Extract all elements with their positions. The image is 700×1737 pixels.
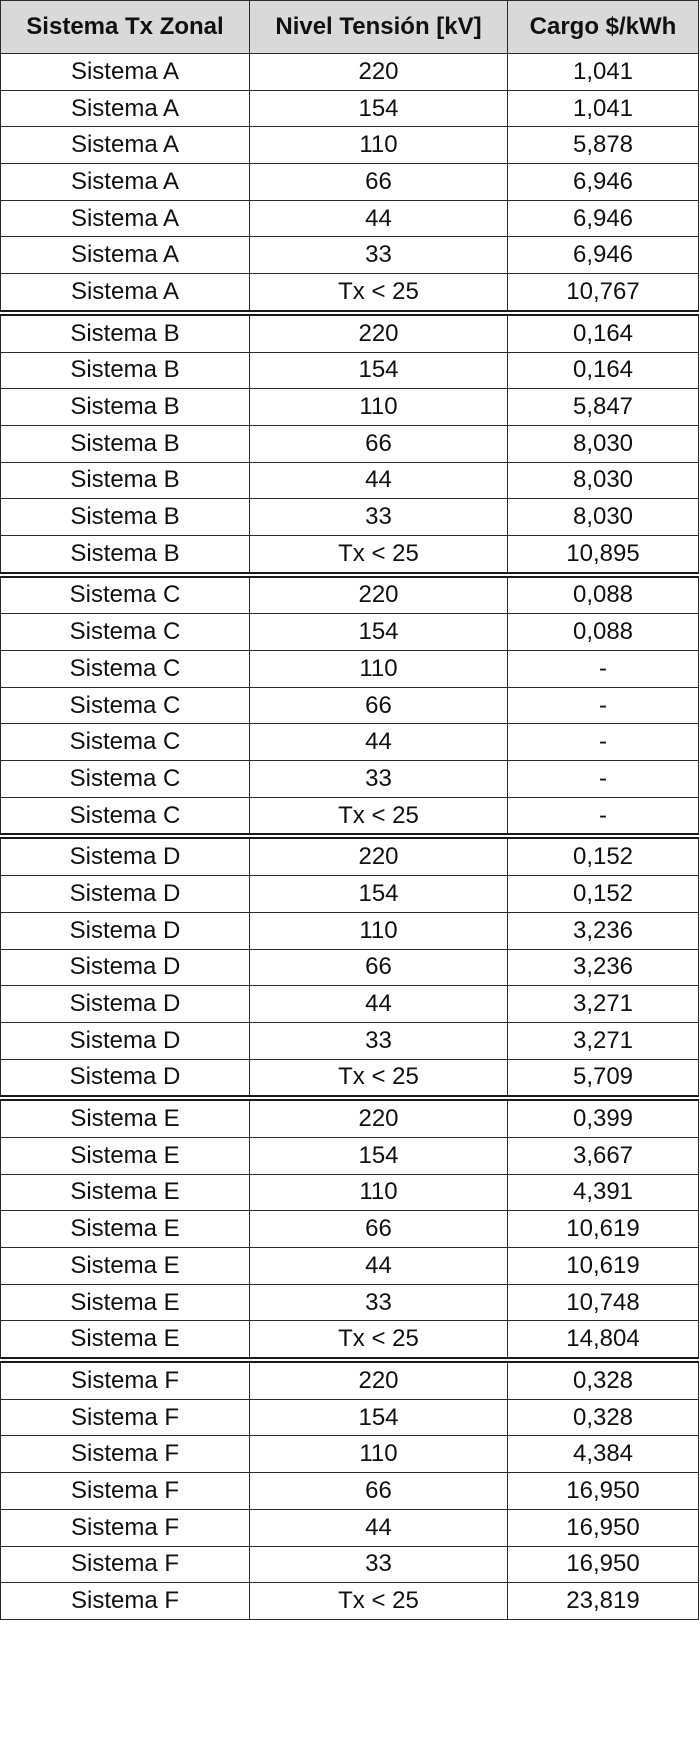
cargo-cell: 10,767: [508, 274, 699, 313]
cargo-cell: 14,804: [508, 1321, 699, 1360]
sistema-cell: Sistema F: [1, 1546, 250, 1583]
sistema-cell: Sistema E: [1, 1211, 250, 1248]
cargo-cell: 4,384: [508, 1436, 699, 1473]
nivel-tension-cell: 33: [250, 1546, 508, 1583]
nivel-tension-cell: 154: [250, 352, 508, 389]
cargo-cell: 8,030: [508, 462, 699, 499]
nivel-tension-cell: Tx < 25: [250, 1059, 508, 1098]
sistema-cell: Sistema F: [1, 1360, 250, 1399]
sistema-cell: Sistema F: [1, 1509, 250, 1546]
cargo-cell: 3,271: [508, 986, 699, 1023]
cargo-cell: 10,895: [508, 535, 699, 574]
sistema-cell: Sistema C: [1, 575, 250, 614]
cargo-cell: 0,399: [508, 1098, 699, 1137]
table-row: [1, 313, 699, 352]
cargo-cell: 16,950: [508, 1546, 699, 1583]
cargo-cell: 5,709: [508, 1059, 699, 1098]
table-row: [1, 876, 699, 913]
nivel-tension-cell: 66: [250, 1211, 508, 1248]
table-row: [1, 1473, 699, 1510]
cargo-cell: -: [508, 687, 699, 724]
header-row: [1, 1, 699, 54]
sistema-cell: Sistema D: [1, 912, 250, 949]
sistema-cell: Sistema F: [1, 1583, 250, 1620]
nivel-tension-cell: 154: [250, 1137, 508, 1174]
sistema-cell: Sistema A: [1, 200, 250, 237]
cargo-cell: 0,152: [508, 876, 699, 913]
nivel-tension-cell: Tx < 25: [250, 1321, 508, 1360]
table-row: [1, 274, 699, 313]
sistema-cell: Sistema B: [1, 389, 250, 426]
table-row: [1, 127, 699, 164]
sistema-cell: Sistema B: [1, 352, 250, 389]
nivel-tension-cell: 220: [250, 1360, 508, 1399]
sistema-cell: Sistema F: [1, 1436, 250, 1473]
nivel-tension-cell: 110: [250, 127, 508, 164]
sistema-cell: Sistema E: [1, 1174, 250, 1211]
nivel-tension-cell: 66: [250, 949, 508, 986]
cargo-cell: 16,950: [508, 1509, 699, 1546]
cargo-cell: 1,041: [508, 54, 699, 91]
sistema-cell: Sistema D: [1, 876, 250, 913]
table-row: [1, 54, 699, 91]
table-row: [1, 1248, 699, 1285]
sistema-cell: Sistema C: [1, 651, 250, 688]
cargo-cell: 5,878: [508, 127, 699, 164]
nivel-tension-cell: 154: [250, 1399, 508, 1436]
table-row: [1, 1509, 699, 1546]
table-row: [1, 535, 699, 574]
table-row: [1, 462, 699, 499]
nivel-tension-cell: Tx < 25: [250, 535, 508, 574]
table-header: [1, 1, 699, 54]
nivel-tension-cell: 44: [250, 986, 508, 1023]
cargo-cell: 23,819: [508, 1583, 699, 1620]
table-row: [1, 836, 699, 875]
sistema-cell: Sistema E: [1, 1098, 250, 1137]
table-row: [1, 90, 699, 127]
table-row: [1, 912, 699, 949]
table-row: [1, 164, 699, 201]
table-row: [1, 1284, 699, 1321]
nivel-tension-cell: 33: [250, 237, 508, 274]
nivel-tension-cell: 154: [250, 876, 508, 913]
nivel-tension-cell: 154: [250, 90, 508, 127]
table-row: [1, 1546, 699, 1583]
table-row: [1, 614, 699, 651]
nivel-tension-cell: Tx < 25: [250, 1583, 508, 1620]
nivel-tension-cell: 44: [250, 1248, 508, 1285]
nivel-tension-cell: 110: [250, 1174, 508, 1211]
cargo-cell: -: [508, 651, 699, 688]
table-row: [1, 425, 699, 462]
nivel-tension-cell: Tx < 25: [250, 274, 508, 313]
sistema-cell: Sistema C: [1, 687, 250, 724]
cargo-cell: 3,667: [508, 1137, 699, 1174]
cargo-cell: 6,946: [508, 164, 699, 201]
nivel-tension-cell: 66: [250, 164, 508, 201]
sistema-cell: Sistema F: [1, 1473, 250, 1510]
header-sistema: Sistema Tx Zonal: [1, 1, 250, 54]
sistema-cell: Sistema E: [1, 1248, 250, 1285]
nivel-tension-cell: 110: [250, 651, 508, 688]
table-row: [1, 724, 699, 761]
sistema-cell: Sistema B: [1, 499, 250, 536]
table-row: [1, 1360, 699, 1399]
table-row: [1, 389, 699, 426]
cargo-cell: 0,328: [508, 1360, 699, 1399]
nivel-tension-cell: 33: [250, 1022, 508, 1059]
cargo-cell: 10,748: [508, 1284, 699, 1321]
sistema-cell: Sistema B: [1, 313, 250, 352]
table-row: [1, 986, 699, 1023]
cargo-cell: 8,030: [508, 499, 699, 536]
table-row: [1, 352, 699, 389]
nivel-tension-cell: 66: [250, 1473, 508, 1510]
header-cargo: Cargo $/kWh: [508, 1, 699, 54]
nivel-tension-cell: Tx < 25: [250, 797, 508, 836]
nivel-tension-cell: 33: [250, 761, 508, 798]
nivel-tension-cell: 110: [250, 912, 508, 949]
sistema-cell: Sistema D: [1, 986, 250, 1023]
sistema-cell: Sistema A: [1, 54, 250, 91]
sistema-cell: Sistema B: [1, 462, 250, 499]
table-row: [1, 1098, 699, 1137]
cargo-cell: 3,236: [508, 912, 699, 949]
sistema-cell: Sistema F: [1, 1399, 250, 1436]
cargo-cell: 3,271: [508, 1022, 699, 1059]
nivel-tension-cell: 44: [250, 724, 508, 761]
nivel-tension-cell: 220: [250, 313, 508, 352]
cargo-cell: 0,164: [508, 313, 699, 352]
table-row: [1, 651, 699, 688]
cargo-cell: 4,391: [508, 1174, 699, 1211]
nivel-tension-cell: 44: [250, 1509, 508, 1546]
table-body: [1, 54, 699, 1620]
table-row: [1, 1436, 699, 1473]
nivel-tension-cell: 110: [250, 389, 508, 426]
nivel-tension-cell: 220: [250, 54, 508, 91]
cargo-cell: 0,152: [508, 836, 699, 875]
nivel-tension-cell: 220: [250, 1098, 508, 1137]
table-row: [1, 797, 699, 836]
table-row: [1, 687, 699, 724]
cargo-cell: 5,847: [508, 389, 699, 426]
sistema-cell: Sistema D: [1, 949, 250, 986]
nivel-tension-cell: 66: [250, 687, 508, 724]
table-row: [1, 575, 699, 614]
sistema-cell: Sistema D: [1, 1022, 250, 1059]
sistema-cell: Sistema A: [1, 274, 250, 313]
table-row: [1, 1059, 699, 1098]
nivel-tension-cell: 33: [250, 1284, 508, 1321]
table-row: [1, 1583, 699, 1620]
table-row: [1, 1174, 699, 1211]
nivel-tension-cell: 220: [250, 575, 508, 614]
nivel-tension-cell: 44: [250, 200, 508, 237]
sistema-cell: Sistema E: [1, 1321, 250, 1360]
sistema-cell: Sistema C: [1, 614, 250, 651]
table-row: [1, 1137, 699, 1174]
sistema-cell: Sistema D: [1, 836, 250, 875]
sistema-cell: Sistema C: [1, 797, 250, 836]
cargo-cell: 0,328: [508, 1399, 699, 1436]
cargo-cell: 3,236: [508, 949, 699, 986]
table-row: [1, 499, 699, 536]
header-nivel-tension: Nivel Tensión [kV]: [250, 1, 508, 54]
sistema-cell: Sistema B: [1, 425, 250, 462]
cargo-cell: 8,030: [508, 425, 699, 462]
sistema-cell: Sistema C: [1, 761, 250, 798]
cargo-cell: 0,164: [508, 352, 699, 389]
cargo-cell: 16,950: [508, 1473, 699, 1510]
sistema-cell: Sistema A: [1, 237, 250, 274]
cargo-cell: 10,619: [508, 1248, 699, 1285]
table-row: [1, 949, 699, 986]
table-row: [1, 1399, 699, 1436]
table-row: [1, 200, 699, 237]
table-row: [1, 237, 699, 274]
cargo-cell: -: [508, 797, 699, 836]
nivel-tension-cell: 33: [250, 499, 508, 536]
sistema-cell: Sistema A: [1, 164, 250, 201]
sistema-cell: Sistema B: [1, 535, 250, 574]
sistema-cell: Sistema C: [1, 724, 250, 761]
nivel-tension-cell: 154: [250, 614, 508, 651]
sistema-cell: Sistema D: [1, 1059, 250, 1098]
nivel-tension-cell: 110: [250, 1436, 508, 1473]
cargo-cell: 10,619: [508, 1211, 699, 1248]
table-row: [1, 1211, 699, 1248]
cargo-cell: -: [508, 724, 699, 761]
sistema-cell: Sistema A: [1, 127, 250, 164]
nivel-tension-cell: 66: [250, 425, 508, 462]
cargo-cell: -: [508, 761, 699, 798]
table-row: [1, 761, 699, 798]
cargo-cell: 0,088: [508, 575, 699, 614]
nivel-tension-cell: 220: [250, 836, 508, 875]
cargo-cell: 0,088: [508, 614, 699, 651]
cargo-cell: 6,946: [508, 237, 699, 274]
nivel-tension-cell: 44: [250, 462, 508, 499]
cargo-cell: 6,946: [508, 200, 699, 237]
sistema-cell: Sistema E: [1, 1284, 250, 1321]
cargo-cell: 1,041: [508, 90, 699, 127]
table-row: [1, 1022, 699, 1059]
sistema-cell: Sistema E: [1, 1137, 250, 1174]
sistema-cell: Sistema A: [1, 90, 250, 127]
table-row: [1, 1321, 699, 1360]
